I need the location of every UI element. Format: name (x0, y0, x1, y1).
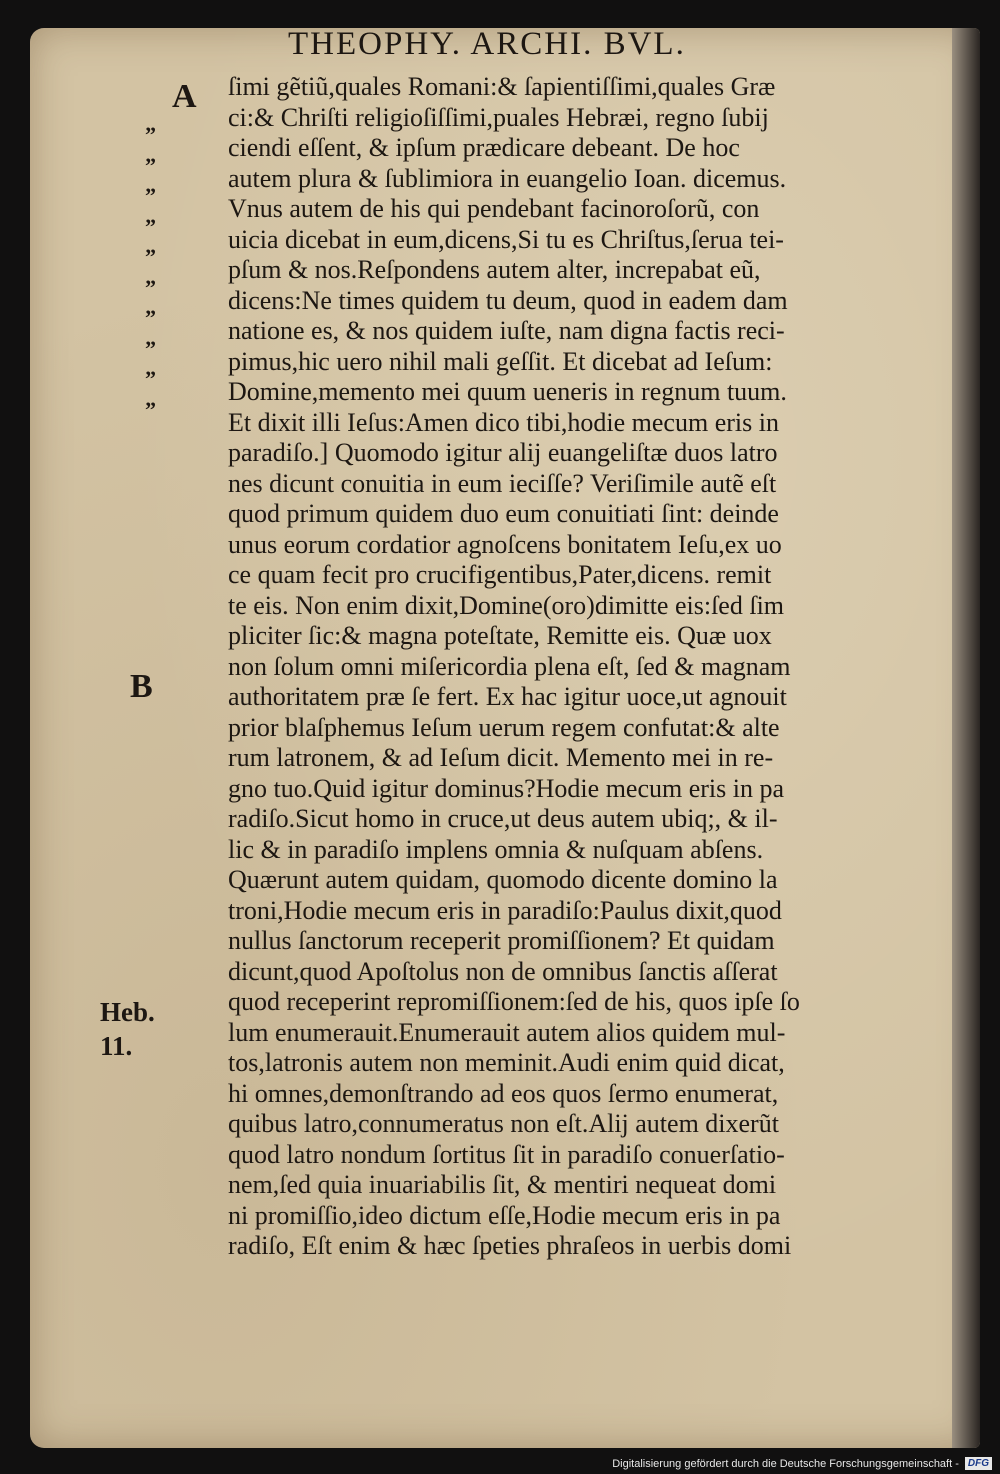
text-line: tos,latronis autem non meminit.Audi enim quid dicat, (228, 1048, 785, 1077)
text-line: quod latro nondum ſortitus ſit in paradiſo conuerſatio- (228, 1139, 785, 1169)
margin-reference-chapter: 11. (100, 1031, 133, 1061)
text-line: radiſo.Sicut homo in cruce,ut deus autem ubiq;, & il- (228, 804, 778, 833)
text-line: hi omnes,demonſtrando ad eos quos ſermo enumerat, (228, 1078, 779, 1108)
text-line: nes dicunt conuitia in eum ieciſſe? Veriſimile autẽ eſt (228, 468, 777, 498)
text-line: dicens:Ne times quidem tu deum, quod in eadem dam (228, 285, 788, 315)
text-line: quod receperint repromiſſionem:ſed de his, quos ipſe ſo (228, 987, 800, 1016)
text-line: ce quam fecit pro crucifigentibus,Pater,dicens. remit (228, 560, 772, 589)
marginal-quote-marks (145, 120, 195, 425)
text-line: pſum & nos.Reſpondens autem alter, increpabat eũ, (228, 255, 761, 284)
section-marker-b: B (130, 668, 153, 705)
text-line: Quærunt autem quidam, quomodo dicente domino la (228, 865, 778, 894)
credit-text: Digitalisierung gefördert durch die Deutsche Forschungsgemeinschaft - (612, 1457, 959, 1470)
text-line: te eis. Non enim dixit,Domine(oro)dimitte eis:ſed ſim (228, 590, 785, 620)
text-line: lic & in paradiſo implens omnia & nuſquam abſens. (228, 834, 764, 864)
text-line: nullus ſanctorum receperit promiſſionem? Et quidam (228, 926, 775, 955)
margin-reference-book: Heb. (100, 997, 155, 1027)
quote-mark: ” (145, 244, 156, 269)
text-line: prior blaſphemus Ieſum uerum regem confutat:& alte (228, 712, 780, 742)
dfg-logo-icon: DFG (965, 1457, 992, 1470)
quote-mark: ” (145, 122, 156, 147)
text-line: nem,ſed quia inuariabilis ſit, & mentiri nequeat domi (228, 1170, 777, 1199)
text-line: lum enumerauit.Enumerauit autem alios quidem mul- (228, 1017, 786, 1047)
quote-mark: ” (145, 396, 156, 422)
digitization-credit (612, 1457, 992, 1470)
quote-mark: ” (145, 152, 156, 178)
text-line: ni promiſſio,ideo dictum eſſe,Hodie mecum eris in pa (228, 1200, 781, 1230)
text-line: pimus,hic uero nihil mali geſſit. Et dicebat ad Ieſum: (228, 346, 773, 376)
text-line: uicia dicebat in eum,dicens,Si tu es Chriſtus,ſerua tei- (228, 224, 784, 254)
text-line: pliciter ſic:& magna poteſtate, Remitte eis. Quæ uox (228, 621, 772, 650)
body-text (228, 72, 918, 1262)
text-line: Et dixit illi Ieſus:Amen dico tibi,hodie mecum eris in (228, 407, 779, 437)
text-line: Vnus autem de his qui pendebant facinoroſorũ, con (228, 194, 760, 223)
running-head: THEOPHY. ARCHI. BVL. (288, 26, 686, 62)
text-line: quod primum quidem duo eum conuitiati ſint: deinde (228, 499, 779, 528)
text-line: authoritatem præ ſe fert. Ex hac igitur uoce,ut agnouit (228, 682, 787, 711)
text-line: radiſo, Eſt enim & hæc ſpeties phraſeos in uerbis domi (228, 1231, 792, 1260)
margin-reference-heb (100, 995, 155, 1063)
quote-mark: ” (145, 213, 156, 239)
text-line: gno tuo.Quid igitur dominus?Hodie mecum eris in pa (228, 773, 785, 803)
text-line: quibus latro,connumeratus non eſt.Alij autem dixerũt (228, 1109, 779, 1138)
quote-mark: ” (145, 335, 156, 361)
text-line: dicunt,quod Apoſtolus non de omnibus ſanctis aſſerat (228, 956, 778, 986)
text-line: ci:& Chriſti religioſiſſimi,puales Hebræi, regno ſubij (228, 102, 769, 132)
quote-mark: ” (145, 274, 156, 300)
section-marker-a: A (172, 78, 197, 115)
text-line: unus eorum cordatior agnoſcens bonitatem Ieſu,ex uo (228, 529, 782, 559)
page-edge-shadow (952, 28, 980, 1448)
text-line: Domine,memento mei quum ueneris in regnum tuum. (228, 377, 787, 406)
text-line: autem plura & ſublimiora in euangelio Ioan. dicemus. (228, 163, 787, 193)
text-line: non ſolum omni miſericordia plena eſt, ſed & magnam (228, 651, 791, 681)
text-line: troni,Hodie mecum eris in paradiſo:Paulus dixit,quod (228, 895, 782, 925)
quote-mark: ” (145, 366, 156, 391)
text-line: natione es, & nos quidem iuſte, nam digna factis reci- (228, 316, 785, 345)
text-line: rum latronem, & ad Ieſum dicit. Memento mei in re- (228, 743, 774, 772)
quote-mark: ” (145, 305, 156, 330)
quote-mark: ” (145, 183, 156, 208)
text-line: paradiſo.] Quomodo igitur alij euangeliſtæ duos latro (228, 438, 778, 467)
text-line: ciendi eſſent, & ipſum prædicare debeant. De hoc (228, 133, 740, 162)
text-line: ſimi gẽtiũ,quales Romani:& ſapientiſſimi,quales Græ (228, 72, 776, 101)
